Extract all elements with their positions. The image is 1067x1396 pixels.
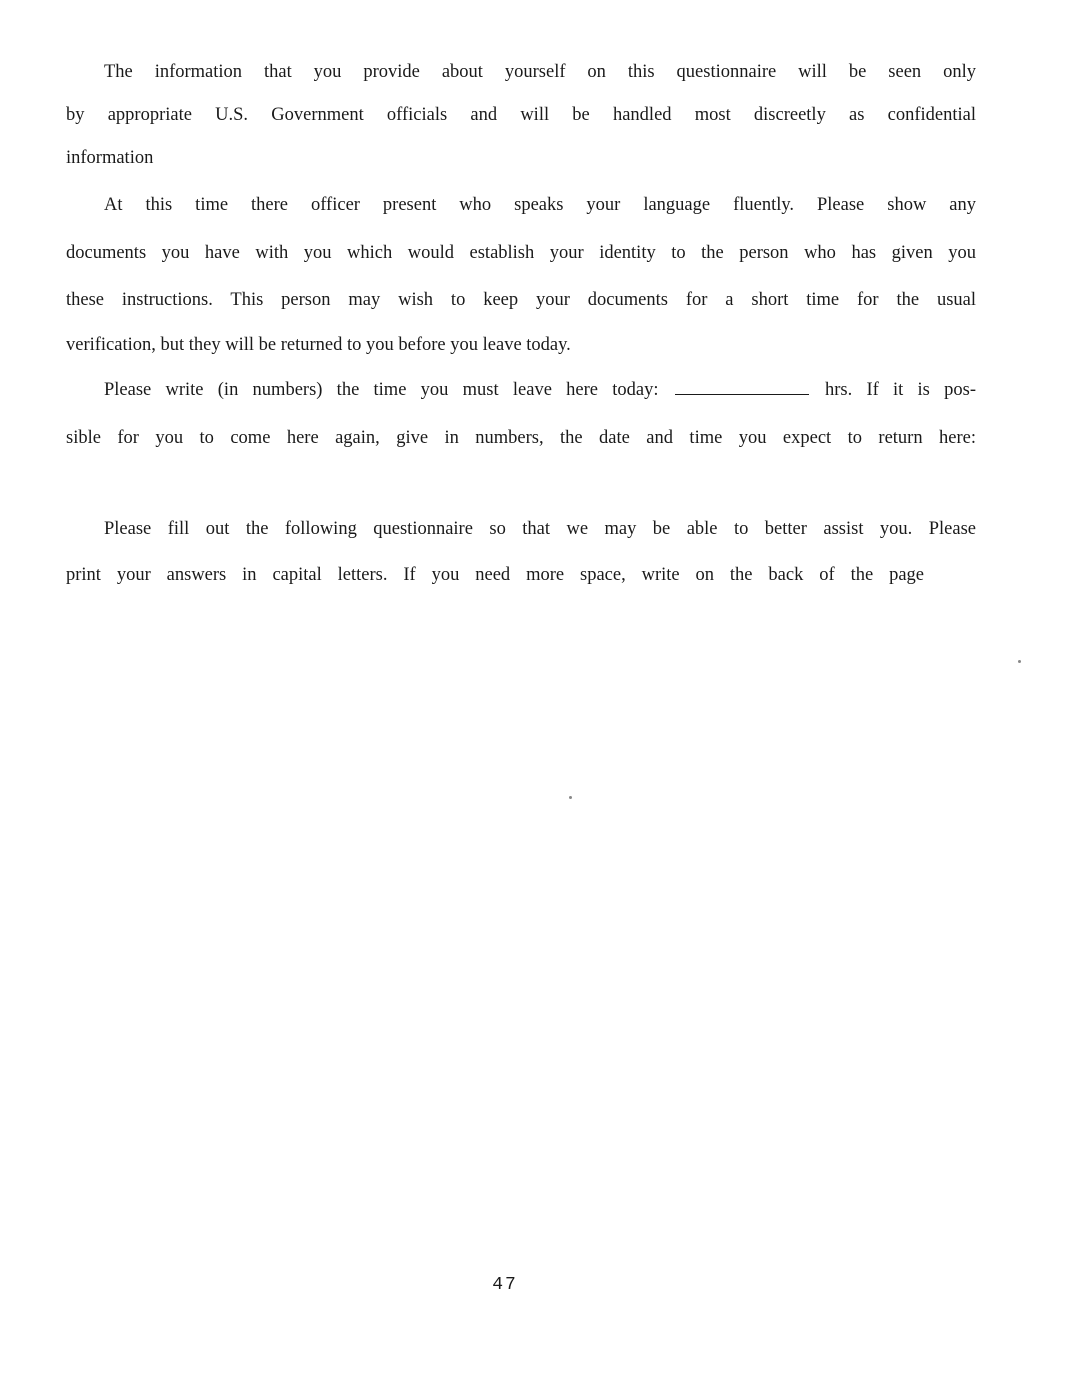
paragraph-2-line-3: these instructions. This person may wish to keep your documents for a short time for the usual: [66, 290, 976, 310]
paragraph-4-line-2: print your answers in capital letters. If you need more space, write on the back of the page: [66, 565, 924, 585]
paragraph-2-line-4: verification, but they will be returned to you before you leave today.: [66, 335, 571, 355]
paragraph-3-line-2: sible for you to come here again, give in numbers, the date and time you expect to return here:: [66, 428, 976, 448]
leave-time-blank[interactable]: [675, 380, 809, 395]
paragraph-4-line-1: Please fill out the following questionnaire so that we may be able to better assist you. Please: [104, 519, 976, 539]
leave-time-suffix: hrs. If it is pos-: [824, 380, 976, 400]
scan-speck: [569, 796, 572, 799]
paragraph-1-line-2: by appropriate U.S. Government officials and will be handled most discreetly as confidential: [66, 105, 976, 125]
paragraph-1-line-1: The information that you provide about yourself on this questionnaire will be seen only: [104, 62, 976, 82]
paragraph-3-line-1: [104, 378, 976, 402]
page-number: 47: [492, 1275, 518, 1295]
scan-speck: [1018, 660, 1021, 663]
leave-time-prompt: Please write (in numbers) the time you must leave here today:: [104, 380, 659, 400]
paragraph-2-line-2: documents you have with you which would establish your identity to the person who has given you: [66, 243, 976, 263]
paragraph-2-line-1: At this time there officer present who speaks your language fluently. Please show any: [104, 195, 976, 215]
paragraph-1-line-3: information: [66, 148, 154, 168]
